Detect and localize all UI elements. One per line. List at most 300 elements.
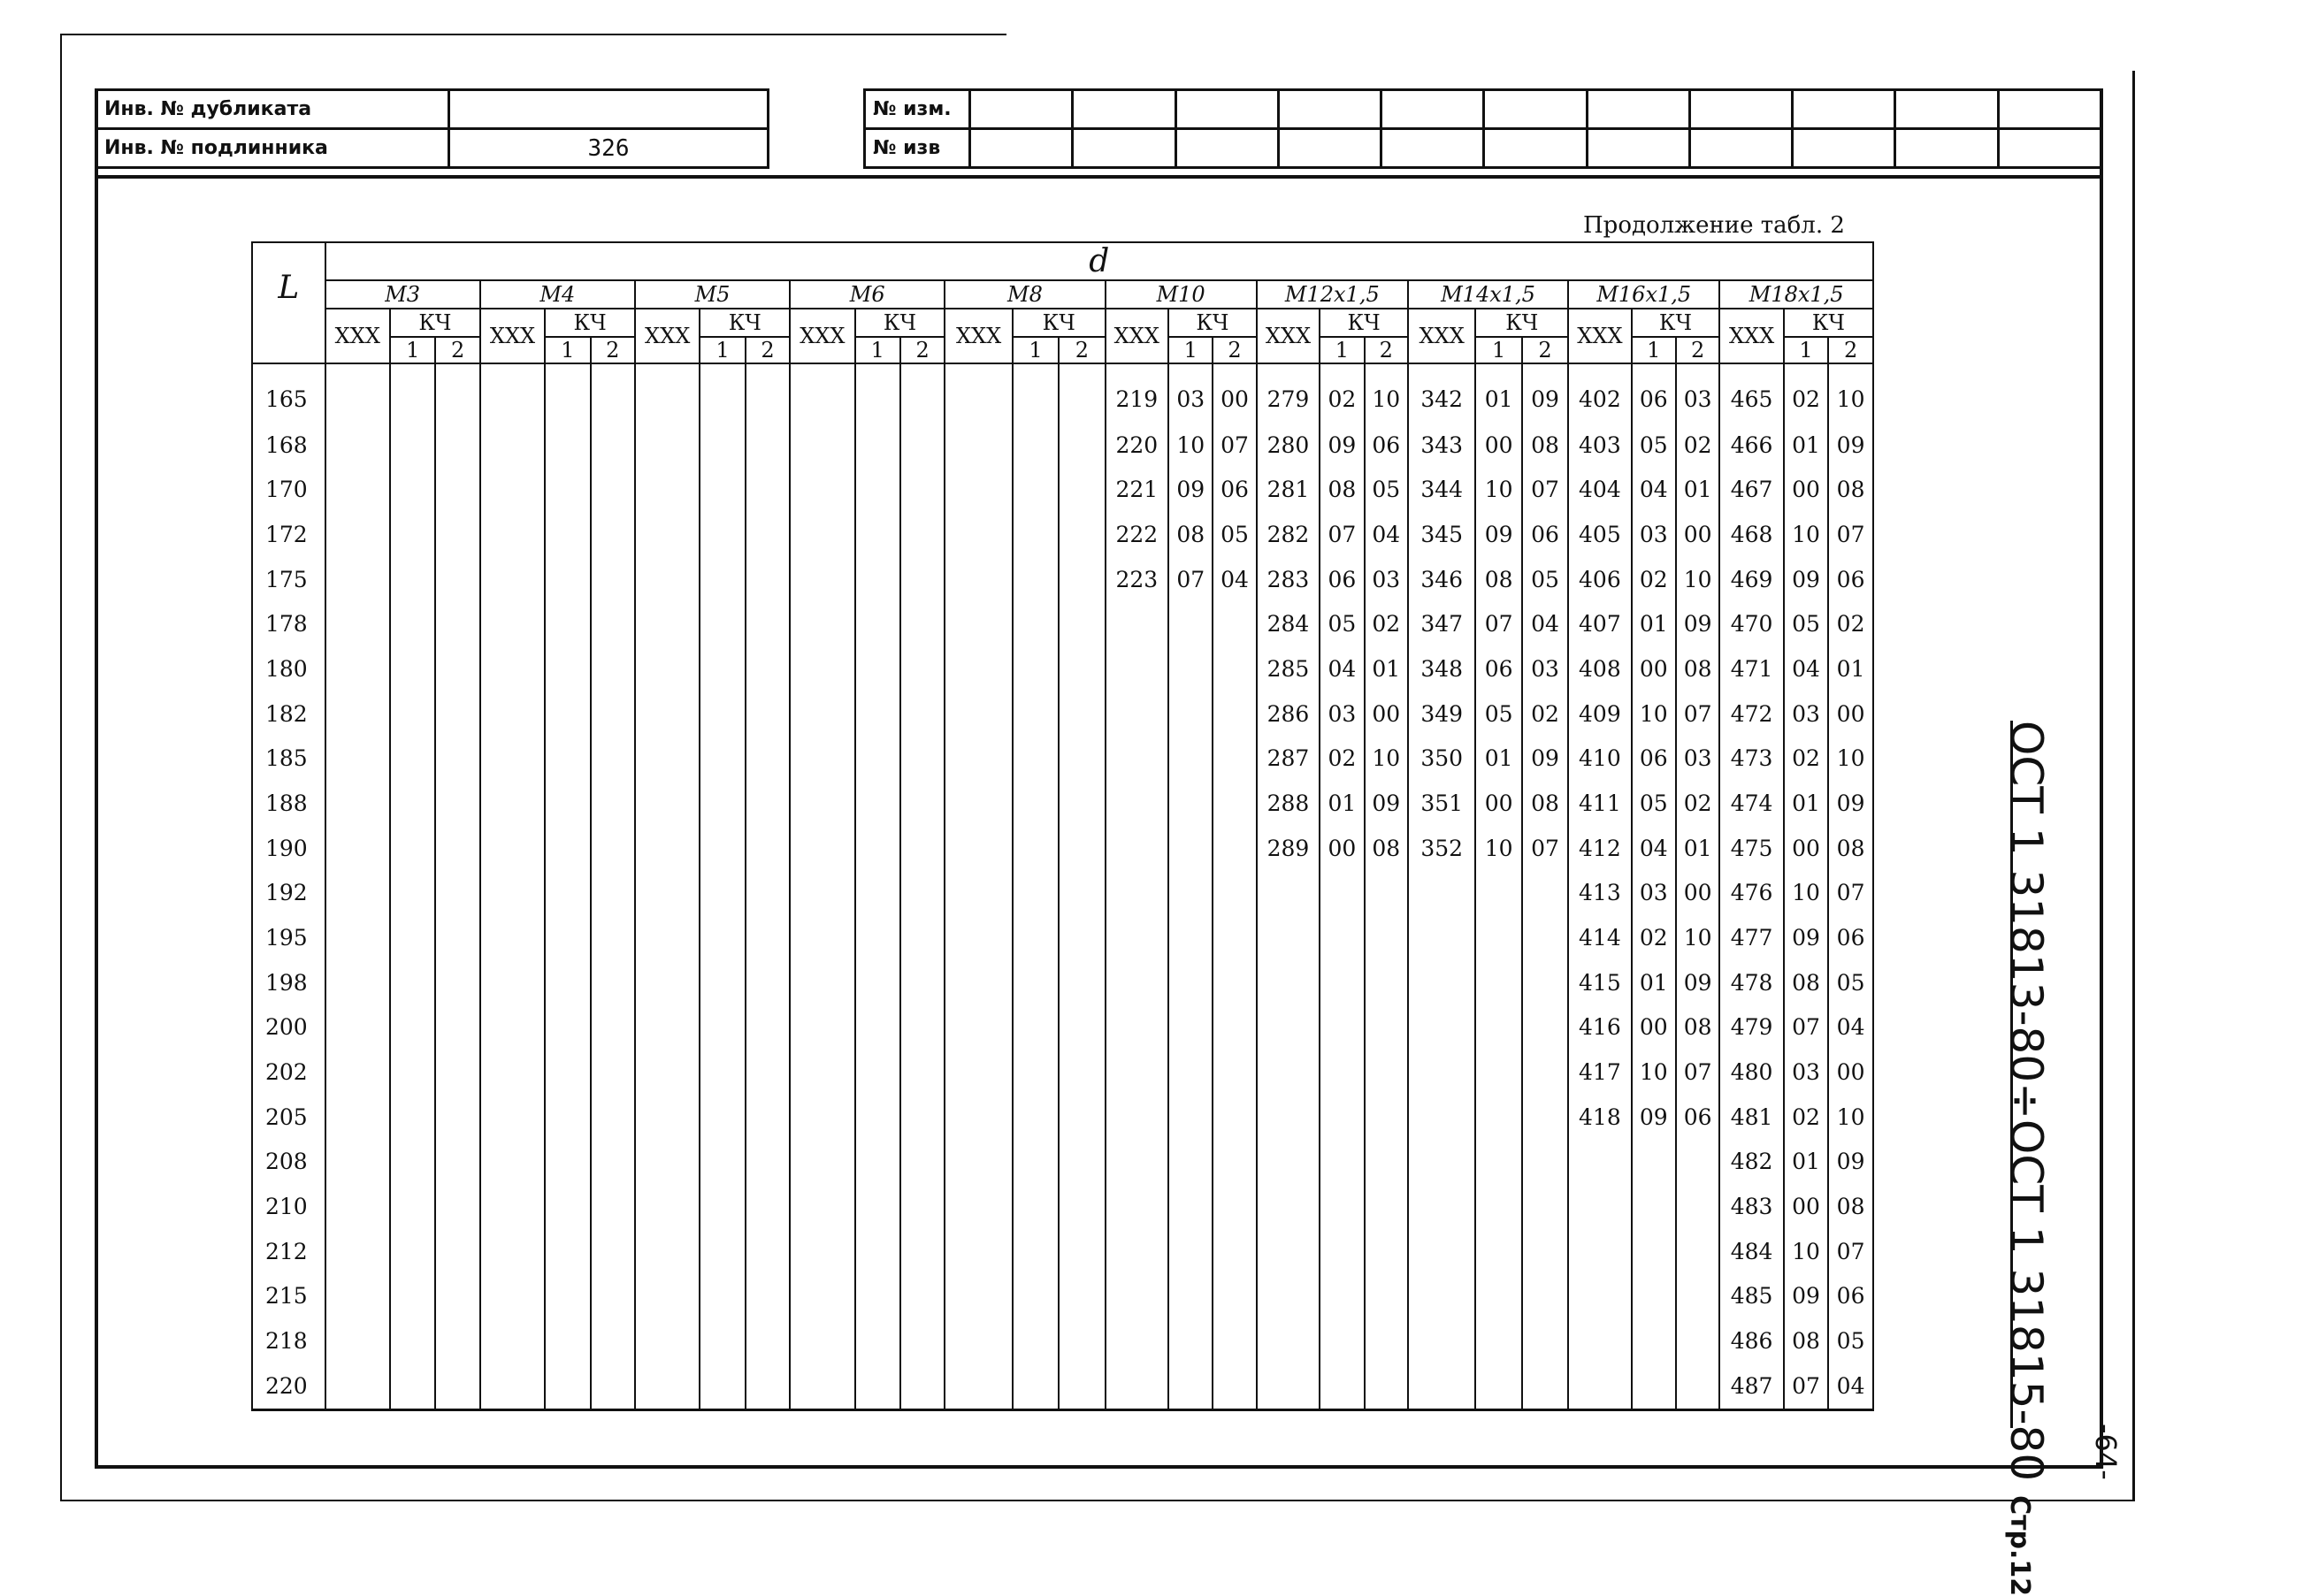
cell-xxx: [635, 1318, 700, 1363]
cell-xxx: [325, 1050, 391, 1095]
cell-kch2: [1365, 1095, 1408, 1140]
cell-xxx: [1257, 871, 1320, 916]
cell-kch2: [1365, 1229, 1408, 1274]
cell-xxx: [945, 423, 1013, 468]
cell-xxx: 280: [1257, 423, 1320, 468]
cell-kch1: 00: [1784, 468, 1828, 513]
stamp-value-duplicate: [449, 90, 769, 129]
cell-kch1: [390, 1050, 435, 1095]
cell-kch1: [1632, 1229, 1676, 1274]
cell-kch1: [545, 423, 590, 468]
cell-xxx: 474: [1719, 781, 1784, 826]
cell-kch1: [545, 826, 590, 871]
cell-kch1: 02: [1784, 1095, 1828, 1140]
size-header: M12x1,5: [1257, 280, 1408, 309]
revision-cell: [1895, 90, 1998, 129]
cell-kch1: 10: [1475, 468, 1521, 513]
cell-xxx: [325, 1140, 391, 1185]
cell-kch1: 10: [1784, 512, 1828, 557]
l-value: 190: [252, 826, 325, 871]
cell-kch2: [1059, 691, 1105, 737]
cell-xxx: [325, 737, 391, 782]
inner-frame-left: [95, 88, 98, 1468]
cell-kch2: 06: [1828, 1274, 1873, 1319]
cell-xxx: [325, 826, 391, 871]
revision-cell: [1689, 90, 1792, 129]
cell-xxx: [635, 1095, 700, 1140]
cell-xxx: [480, 423, 546, 468]
cell-kch2: 06: [1522, 512, 1568, 557]
l-value: 175: [252, 557, 325, 602]
cell-kch2: [1059, 871, 1105, 916]
cell-kch1: 01: [1784, 423, 1828, 468]
cell-xxx: 350: [1408, 737, 1476, 782]
cell-kch2: [746, 557, 790, 602]
cell-kch1: 06: [1632, 363, 1676, 423]
cell-kch1: [1320, 1005, 1364, 1050]
cell-kch1: [700, 915, 745, 960]
cell-kch2: 10: [1828, 363, 1873, 423]
cell-kch1: 09: [1475, 512, 1521, 557]
cell-xxx: [325, 781, 391, 826]
cell-kch1: [1013, 1005, 1059, 1050]
cell-xxx: [945, 1005, 1013, 1050]
revision-cell: [970, 90, 1073, 129]
l-value: 178: [252, 602, 325, 647]
cell-kch1: [1168, 871, 1213, 916]
cell-xxx: [635, 646, 700, 691]
cell-xxx: [790, 781, 855, 826]
cell-kch1: 00: [1632, 646, 1676, 691]
cell-kch1: [390, 1229, 435, 1274]
cell-xxx: [1257, 1274, 1320, 1319]
cell-kch1: 07: [1475, 602, 1521, 647]
kch-sub-2: 2: [1365, 337, 1408, 363]
cell-xxx: [790, 737, 855, 782]
cell-kch2: 07: [1828, 871, 1873, 916]
cell-kch1: [390, 646, 435, 691]
cell-xxx: 467: [1719, 468, 1784, 513]
kch-sub-1: 1: [1632, 337, 1676, 363]
xxx-header: XXX: [1719, 309, 1784, 363]
cell-kch1: 03: [1784, 691, 1828, 737]
cell-kch2: [746, 915, 790, 960]
cell-kch2: [746, 602, 790, 647]
cell-kch1: [390, 691, 435, 737]
cell-kch2: 10: [1676, 557, 1719, 602]
cell-kch1: 10: [1168, 423, 1213, 468]
cell-kch1: [1320, 915, 1364, 960]
cell-kch1: 06: [1475, 646, 1521, 691]
cell-kch2: [746, 423, 790, 468]
cell-kch2: [900, 1095, 945, 1140]
cell-kch1: [700, 737, 745, 782]
cell-xxx: 471: [1719, 646, 1784, 691]
cell-kch1: [700, 1095, 745, 1140]
cell-xxx: [635, 691, 700, 737]
cell-xxx: 221: [1106, 468, 1168, 513]
cell-kch1: [1013, 423, 1059, 468]
cell-xxx: [945, 826, 1013, 871]
cell-kch1: 10: [1784, 1229, 1828, 1274]
cell-xxx: 479: [1719, 1005, 1784, 1050]
cell-kch2: 00: [1828, 1050, 1873, 1095]
cell-xxx: 349: [1408, 691, 1476, 737]
cell-xxx: [1257, 1363, 1320, 1410]
cell-xxx: 487: [1719, 1363, 1784, 1410]
cell-kch1: 09: [1784, 1274, 1828, 1319]
kch-sub-2: 2: [746, 337, 790, 363]
cell-xxx: [945, 363, 1013, 423]
cell-kch1: 07: [1784, 1005, 1828, 1050]
cell-kch1: [1168, 737, 1213, 782]
cell-kch2: [900, 1184, 945, 1229]
cell-kch2: [1522, 960, 1568, 1005]
cell-xxx: [790, 960, 855, 1005]
cell-kch2: [435, 1005, 479, 1050]
revision-cell: [1278, 90, 1381, 129]
xxx-header: XXX: [790, 309, 855, 363]
cell-kch1: [545, 646, 590, 691]
cell-kch1: [1013, 826, 1059, 871]
cell-kch1: 01: [1475, 363, 1521, 423]
cell-kch2: [435, 915, 479, 960]
cell-kch1: [1013, 737, 1059, 782]
outer-frame-top: [60, 34, 1006, 35]
cell-kch1: [855, 602, 900, 647]
cell-kch2: 07: [1828, 1229, 1873, 1274]
cell-kch2: [1059, 646, 1105, 691]
xxx-header: XXX: [480, 309, 546, 363]
cell-kch2: [900, 1140, 945, 1185]
cell-xxx: 342: [1408, 363, 1476, 423]
kch-header: КЧ: [1013, 309, 1106, 337]
cell-kch1: [545, 960, 590, 1005]
cell-kch1: 06: [1320, 557, 1364, 602]
cell-kch1: [855, 915, 900, 960]
cell-kch1: [390, 1363, 435, 1410]
cell-xxx: 346: [1408, 557, 1476, 602]
cell-kch2: 09: [1676, 960, 1719, 1005]
cell-kch2: [591, 1229, 635, 1274]
cell-kch1: [700, 781, 745, 826]
cell-xxx: 348: [1408, 646, 1476, 691]
cell-kch2: 08: [1522, 423, 1568, 468]
cell-xxx: 480: [1719, 1050, 1784, 1095]
cell-xxx: 469: [1719, 557, 1784, 602]
data-table: [251, 241, 1874, 1411]
cell-kch2: [746, 1363, 790, 1410]
revision-cell: [1073, 90, 1175, 129]
cell-kch2: [1059, 915, 1105, 960]
cell-xxx: 417: [1568, 1050, 1631, 1095]
cell-kch2: [746, 1274, 790, 1319]
cell-kch2: [1522, 1363, 1568, 1410]
cell-kch1: [1320, 871, 1364, 916]
revision-row-notice: [865, 129, 2101, 168]
cell-kch2: [435, 781, 479, 826]
cell-kch1: [700, 468, 745, 513]
cell-kch1: 10: [1632, 1050, 1676, 1095]
cell-kch2: [1213, 1140, 1256, 1185]
cell-kch2: [746, 737, 790, 782]
cell-xxx: [325, 1005, 391, 1050]
cell-xxx: [325, 646, 391, 691]
size-header: M18x1,5: [1719, 280, 1873, 309]
xxx-header: XXX: [1106, 309, 1168, 363]
cell-xxx: 410: [1568, 737, 1631, 782]
cell-kch1: [390, 826, 435, 871]
cell-kch1: [1632, 1274, 1676, 1319]
cell-kch1: 04: [1632, 826, 1676, 871]
cell-xxx: 481: [1719, 1095, 1784, 1140]
cell-xxx: [1106, 602, 1168, 647]
cell-kch2: [1365, 871, 1408, 916]
table-row: [252, 1005, 1873, 1050]
table-row: [252, 737, 1873, 782]
stamp-row-duplicate: [96, 90, 769, 129]
stamp-value-original: 326: [449, 129, 769, 168]
cell-xxx: [635, 737, 700, 782]
cell-kch1: [1168, 1050, 1213, 1095]
cell-xxx: [480, 1005, 546, 1050]
cell-kch1: [700, 1184, 745, 1229]
cell-kch1: [1013, 1140, 1059, 1185]
cell-kch1: [700, 871, 745, 916]
cell-kch2: [591, 363, 635, 423]
cell-xxx: 409: [1568, 691, 1631, 737]
cell-kch1: [700, 512, 745, 557]
cell-xxx: 407: [1568, 602, 1631, 647]
kch-header: КЧ: [700, 309, 790, 337]
l-value: 185: [252, 737, 325, 782]
cell-xxx: [945, 737, 1013, 782]
cell-xxx: [635, 826, 700, 871]
cell-kch2: [1522, 1184, 1568, 1229]
cell-kch1: [1013, 512, 1059, 557]
cell-xxx: [1257, 1184, 1320, 1229]
cell-kch1: 10: [1784, 871, 1828, 916]
cell-kch1: [855, 1140, 900, 1185]
kch-sub-1: 1: [1320, 337, 1364, 363]
cell-kch2: [1213, 1274, 1256, 1319]
stamp-row-original: [96, 129, 769, 168]
cell-kch2: [1213, 826, 1256, 871]
cell-kch1: [1013, 1363, 1059, 1410]
cell-kch1: [855, 423, 900, 468]
inner-frame-bottom: [95, 1465, 2102, 1469]
l-value: 170: [252, 468, 325, 513]
cell-kch2: [1365, 1363, 1408, 1410]
cell-kch2: 09: [1365, 781, 1408, 826]
cell-kch1: [545, 512, 590, 557]
cell-xxx: [1408, 1318, 1476, 1363]
cell-kch1: [1320, 1095, 1364, 1140]
cell-xxx: 282: [1257, 512, 1320, 557]
cell-xxx: [1106, 960, 1168, 1005]
cell-xxx: [480, 646, 546, 691]
cell-xxx: [1568, 1229, 1631, 1274]
cell-kch2: [1213, 915, 1256, 960]
cell-kch1: [1168, 960, 1213, 1005]
cell-kch1: [390, 781, 435, 826]
cell-kch1: [700, 646, 745, 691]
cell-kch1: [390, 1274, 435, 1319]
cell-kch1: [855, 1184, 900, 1229]
revision-cell: [1895, 129, 1998, 168]
side-page-label: Стр.12: [2004, 1495, 2035, 1596]
cell-kch1: [545, 1005, 590, 1050]
cell-kch1: 10: [1632, 691, 1676, 737]
cell-xxx: [790, 1318, 855, 1363]
cell-kch1: 08: [1168, 512, 1213, 557]
cell-xxx: [480, 602, 546, 647]
size-header: M14x1,5: [1408, 280, 1568, 309]
cell-kch2: 09: [1676, 602, 1719, 647]
inner-frame-top: [95, 175, 2102, 179]
cell-kch2: 01: [1676, 826, 1719, 871]
cell-kch1: [545, 1184, 590, 1229]
cell-kch1: [1168, 1005, 1213, 1050]
cell-xxx: 345: [1408, 512, 1476, 557]
kch-sub-2: 2: [1522, 337, 1568, 363]
cell-kch2: [900, 737, 945, 782]
cell-kch2: [591, 871, 635, 916]
cell-xxx: [325, 557, 391, 602]
cell-kch1: [700, 1050, 745, 1095]
cell-xxx: 473: [1719, 737, 1784, 782]
cell-kch1: [545, 1095, 590, 1140]
cell-kch2: [900, 1363, 945, 1410]
cell-xxx: [1106, 1318, 1168, 1363]
cell-kch1: [855, 1318, 900, 1363]
cell-kch1: [545, 557, 590, 602]
cell-kch2: [900, 602, 945, 647]
cell-kch1: [1632, 1184, 1676, 1229]
cell-xxx: 466: [1719, 423, 1784, 468]
size-header: M10: [1106, 280, 1257, 309]
cell-xxx: [790, 363, 855, 423]
cell-kch1: [700, 423, 745, 468]
cell-kch1: 08: [1475, 557, 1521, 602]
cell-xxx: [480, 363, 546, 423]
outer-frame-right: [2132, 71, 2135, 1501]
cell-kch1: [390, 960, 435, 1005]
cell-xxx: 414: [1568, 915, 1631, 960]
cell-kch1: 04: [1632, 468, 1676, 513]
cell-xxx: [325, 1184, 391, 1229]
cell-kch2: [1213, 646, 1256, 691]
size-header: M5: [635, 280, 790, 309]
cell-kch2: 09: [1828, 781, 1873, 826]
cell-xxx: 220: [1106, 423, 1168, 468]
cell-kch2: [746, 960, 790, 1005]
cell-xxx: [1106, 915, 1168, 960]
cell-kch2: [435, 423, 479, 468]
l-value: 210: [252, 1184, 325, 1229]
cell-xxx: [1257, 1050, 1320, 1095]
cell-xxx: 472: [1719, 691, 1784, 737]
cell-kch1: 04: [1784, 646, 1828, 691]
kch-sub-2: 2: [435, 337, 479, 363]
cell-xxx: [480, 468, 546, 513]
cell-kch2: [435, 1363, 479, 1410]
cell-xxx: [1106, 1184, 1168, 1229]
cell-kch1: [545, 781, 590, 826]
cell-kch1: 05: [1632, 781, 1676, 826]
cell-kch2: 05: [1828, 960, 1873, 1005]
cell-kch2: [591, 468, 635, 513]
cell-xxx: [1106, 1229, 1168, 1274]
cell-xxx: [945, 1318, 1013, 1363]
cell-kch1: 05: [1784, 602, 1828, 647]
continuation-note: Продолжение табл. 2: [1583, 212, 1845, 239]
cell-kch2: [591, 1005, 635, 1050]
cell-kch2: [746, 1184, 790, 1229]
cell-kch1: [855, 826, 900, 871]
cell-kch2: 03: [1676, 737, 1719, 782]
cell-xxx: [1568, 1274, 1631, 1319]
cell-kch1: 03: [1632, 871, 1676, 916]
cell-xxx: 403: [1568, 423, 1631, 468]
table-row: [252, 871, 1873, 916]
cell-xxx: [480, 1229, 546, 1274]
cell-xxx: 482: [1719, 1140, 1784, 1185]
cell-xxx: [790, 602, 855, 647]
cell-xxx: [480, 512, 546, 557]
cell-xxx: [1408, 1229, 1476, 1274]
cell-kch2: [435, 1229, 479, 1274]
cell-xxx: 279: [1257, 363, 1320, 423]
cell-kch2: [1522, 871, 1568, 916]
xxx-header: XXX: [635, 309, 700, 363]
cell-kch2: [1059, 512, 1105, 557]
cell-kch1: 09: [1320, 423, 1364, 468]
cell-kch2: 07: [1676, 1050, 1719, 1095]
cell-kch2: [746, 1140, 790, 1185]
cell-kch2: 06: [1828, 915, 1873, 960]
cell-kch1: [1475, 960, 1521, 1005]
table-row: [252, 781, 1873, 826]
cell-xxx: [1568, 1184, 1631, 1229]
cell-xxx: [790, 691, 855, 737]
cell-xxx: [1408, 915, 1476, 960]
cell-kch2: [435, 1095, 479, 1140]
xxx-header: XXX: [1568, 309, 1631, 363]
cell-kch1: [700, 691, 745, 737]
cell-xxx: 418: [1568, 1095, 1631, 1140]
l-value: 215: [252, 1274, 325, 1319]
cell-kch2: [746, 1005, 790, 1050]
cell-xxx: [1106, 781, 1168, 826]
cell-kch1: 03: [1320, 691, 1364, 737]
kch-sub-1: 1: [390, 337, 435, 363]
cell-kch2: [900, 423, 945, 468]
cell-kch1: [1320, 1184, 1364, 1229]
cell-kch1: [700, 1274, 745, 1319]
cell-xxx: [325, 512, 391, 557]
cell-kch1: [855, 1229, 900, 1274]
cell-xxx: [945, 691, 1013, 737]
cell-xxx: [325, 1274, 391, 1319]
cell-kch2: [1676, 1229, 1719, 1274]
xxx-header: XXX: [325, 309, 391, 363]
cell-kch2: 08: [1365, 826, 1408, 871]
l-value: 205: [252, 1095, 325, 1140]
cell-kch2: 01: [1676, 468, 1719, 513]
cell-xxx: [635, 1184, 700, 1229]
revision-cell: [1073, 129, 1175, 168]
